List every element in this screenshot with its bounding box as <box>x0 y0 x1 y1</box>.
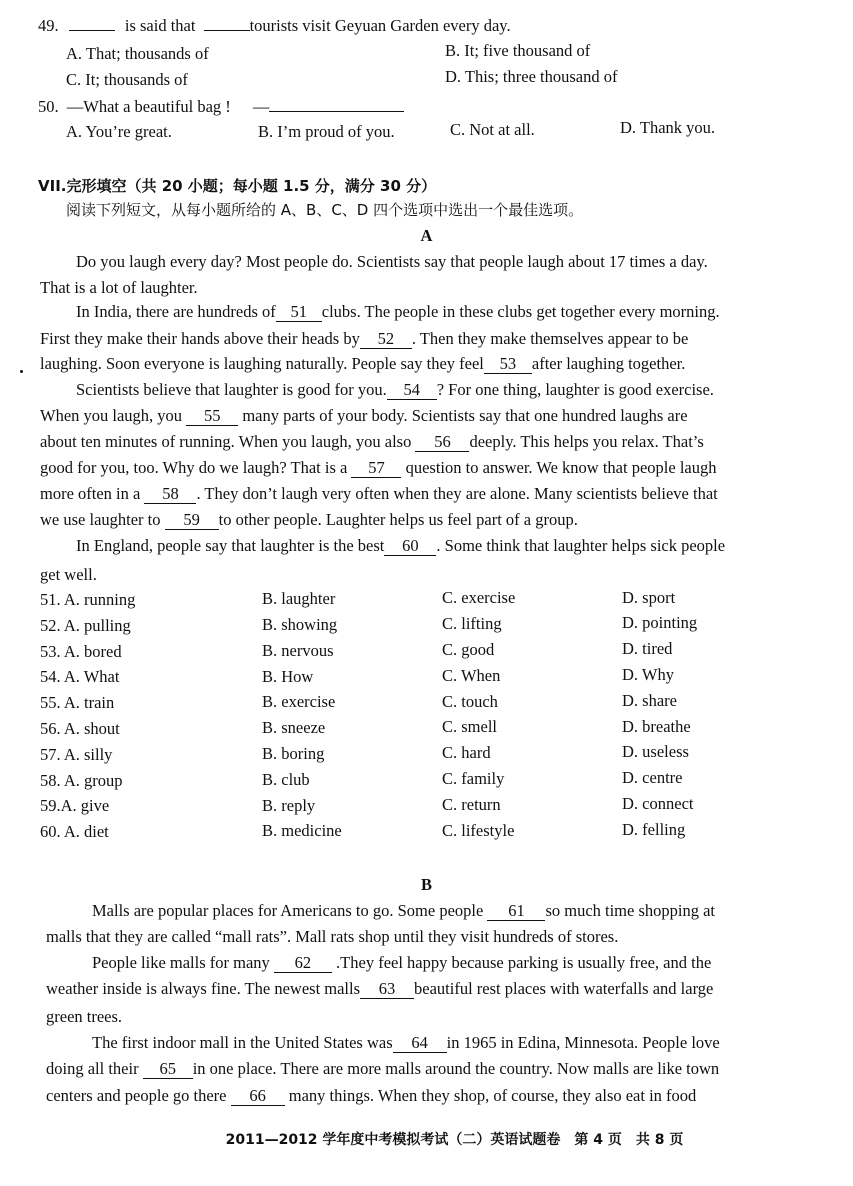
passage-text: centers and people go there 66 many things. When they shop, of course, they also eat in food <box>46 1086 697 1105</box>
passage-text: more often in a 58 . They don’t laugh very often when they are alone. Many scientists believe that <box>40 484 718 503</box>
option-d[interactable]: D. pointing <box>622 613 698 632</box>
option-b[interactable]: B. nervous <box>262 641 334 660</box>
passage-text: First they make their hands above their heads by 52 . Then they make themselves appear to be <box>40 329 689 348</box>
passage-text: The first indoor mall in the United States was 64 in 1965 in Edina, Minnesota. People love <box>92 1033 720 1052</box>
option-d[interactable]: D. breathe <box>622 717 691 736</box>
option-d[interactable]: D. Thank you. <box>620 118 716 137</box>
passage-text: In India, there are hundreds of 51 clubs. The people in these clubs get together every morning. <box>76 302 720 321</box>
blank-52[interactable]: 52 <box>360 330 412 349</box>
passage-label: A <box>420 226 433 245</box>
option-c[interactable]: C. lifting <box>442 614 502 633</box>
option-d[interactable]: D. Why <box>622 665 674 684</box>
blank-60[interactable]: 60 <box>384 537 436 556</box>
option-c[interactable]: C. touch <box>442 692 498 711</box>
passage-text: Scientists believe that laughter is good for you. 54 ? For one thing, laughter is good exercise. <box>76 380 714 399</box>
option-c[interactable]: C. smell <box>442 717 498 736</box>
option-a[interactable]: A. You’re great. <box>66 122 172 141</box>
blank-63[interactable]: 63 <box>360 980 414 999</box>
option-c[interactable]: C. lifestyle <box>442 821 515 840</box>
question-number: 50. <box>38 97 59 116</box>
passage-text: doing all their 65 in one place. There are more malls around the country. Now malls are like town <box>46 1059 720 1078</box>
passage-text: weather inside is always fine. The newest malls 63 beautiful rest places with waterfalls and large <box>46 979 714 998</box>
option-b[interactable]: B. exercise <box>262 692 336 711</box>
answer-blank[interactable] <box>204 30 250 31</box>
blank-62[interactable]: 62 <box>274 954 332 973</box>
option-c[interactable]: C. Not at all. <box>450 120 535 139</box>
passage-text: When you laugh, you 55 many parts of your body. Scientists say that one hundred laughs are <box>40 406 688 425</box>
blank-65[interactable]: 65 <box>143 1060 193 1079</box>
question-text: —What a beautiful bag ! <box>66 97 231 116</box>
option-b[interactable]: B. medicine <box>262 821 342 840</box>
blank-59[interactable]: 59 <box>165 511 219 530</box>
option-c[interactable]: C. When <box>442 666 501 685</box>
passage-text: good for you, too. Why do we laugh? That is a 57 question to answer. We know that people laugh <box>40 458 717 477</box>
option-b[interactable]: B. sneeze <box>262 718 326 737</box>
option-c[interactable]: C. hard <box>442 743 491 762</box>
option-b[interactable]: B. It; five thousand of <box>445 41 591 60</box>
answer-blank[interactable] <box>69 30 115 31</box>
option-a[interactable]: 51. A. running <box>40 590 136 609</box>
passage-label: B <box>420 875 432 894</box>
blank-66[interactable]: 66 <box>231 1087 285 1106</box>
option-a[interactable]: 60. A. diet <box>40 822 109 841</box>
option-b[interactable]: B. laughter <box>262 589 336 608</box>
answer-blank[interactable] <box>269 111 404 112</box>
blank-57[interactable]: 57 <box>351 459 401 478</box>
option-a[interactable]: 59.A. give <box>40 796 110 815</box>
option-d[interactable]: D. useless <box>622 742 689 761</box>
question-49 <box>38 14 511 38</box>
passage-text: green trees. <box>46 1007 123 1026</box>
option-a[interactable]: A. That; thousands of <box>66 44 209 63</box>
question-text: tourists visit Geyuan Garden every day. <box>249 16 511 35</box>
passage-text: malls that they are called “mall rats”. Mall rats shop until they visit hundreds of stores. <box>46 927 619 946</box>
option-d[interactable]: D. felling <box>622 820 686 839</box>
option-c[interactable]: C. It; thousands of <box>66 70 188 89</box>
option-c[interactable]: C. good <box>442 640 495 659</box>
page-footer: 2011—2012 学年度中考模拟考试（二）英语试题卷 第 4 页 共 8 页 <box>225 1132 684 1148</box>
question-text: is said that <box>124 16 196 35</box>
blank-55[interactable]: 55 <box>186 407 238 426</box>
option-c[interactable]: C. family <box>442 769 505 788</box>
option-d[interactable]: D. centre <box>622 768 683 787</box>
blank-61[interactable]: 61 <box>487 902 545 921</box>
option-d[interactable]: D. connect <box>622 794 694 813</box>
option-a[interactable]: 55. A. train <box>40 693 115 712</box>
passage-text: get well. <box>40 565 97 584</box>
blank-54[interactable]: 54 <box>387 381 437 400</box>
section-instruction: 阅读下列短文，从每小题所给的 A、B、C、D 四个选项中选出一个最佳选项。 <box>66 201 584 219</box>
option-d[interactable]: D. This; three thousand of <box>445 67 618 86</box>
blank-51[interactable]: 51 <box>276 303 322 322</box>
option-d[interactable]: D. tired <box>622 639 673 658</box>
blank-56[interactable]: 56 <box>415 433 469 452</box>
option-a[interactable]: 58. A. group <box>40 771 123 790</box>
option-d[interactable]: D. sport <box>622 588 676 607</box>
passage-text: People like malls for many 62 .They feel happy because parking is usually free, and the <box>92 953 712 972</box>
option-b[interactable]: B. club <box>262 770 310 789</box>
option-c[interactable]: C. exercise <box>442 588 516 607</box>
question-50 <box>38 95 404 119</box>
option-b[interactable]: B. reply <box>262 796 316 815</box>
option-d[interactable]: D. share <box>622 691 677 710</box>
passage-text: In England, people say that laughter is the best 60 . Some think that laughter helps sick people <box>76 536 726 555</box>
option-a[interactable]: 56. A. shout <box>40 719 120 738</box>
option-a[interactable]: 54. A. What <box>40 667 120 686</box>
passage-text: laughing. Soon everyone is laughing naturally. People say they feel 53 after laughing together. <box>40 354 686 373</box>
passage-text: we use laughter to 59 to other people. Laughter helps us feel part of a group. <box>40 510 578 529</box>
option-c[interactable]: C. return <box>442 795 501 814</box>
option-b[interactable]: B. How <box>262 667 314 686</box>
passage-text: Do you laugh every day? Most people do. Scientists say that people laugh about 17 times a day. <box>76 252 708 271</box>
question-number: 49. <box>38 16 59 35</box>
option-a[interactable]: 53. A. bored <box>40 642 122 661</box>
passage-text: Malls are popular places for Americans to go. Some people 61 so much time shopping at <box>92 901 716 920</box>
option-b[interactable]: B. boring <box>262 744 325 763</box>
reply-dash: — <box>252 97 270 116</box>
passage-text: about ten minutes of running. When you laugh, you also 56 deeply. This helps you relax. That’s <box>40 432 704 451</box>
stray-mark <box>20 370 23 373</box>
blank-64[interactable]: 64 <box>393 1034 447 1053</box>
section-heading: VII.完形填空（共 20 小题；每小题 1.5 分，满分 30 分） <box>38 177 437 195</box>
option-a[interactable]: 57. A. silly <box>40 745 113 764</box>
option-a[interactable]: 52. A. pulling <box>40 616 131 635</box>
blank-58[interactable]: 58 <box>144 485 196 504</box>
option-b[interactable]: B. showing <box>262 615 338 634</box>
passage-text: That is a lot of laughter. <box>40 278 198 297</box>
blank-53[interactable]: 53 <box>484 355 532 374</box>
option-b[interactable]: B. I’m proud of you. <box>258 122 395 141</box>
